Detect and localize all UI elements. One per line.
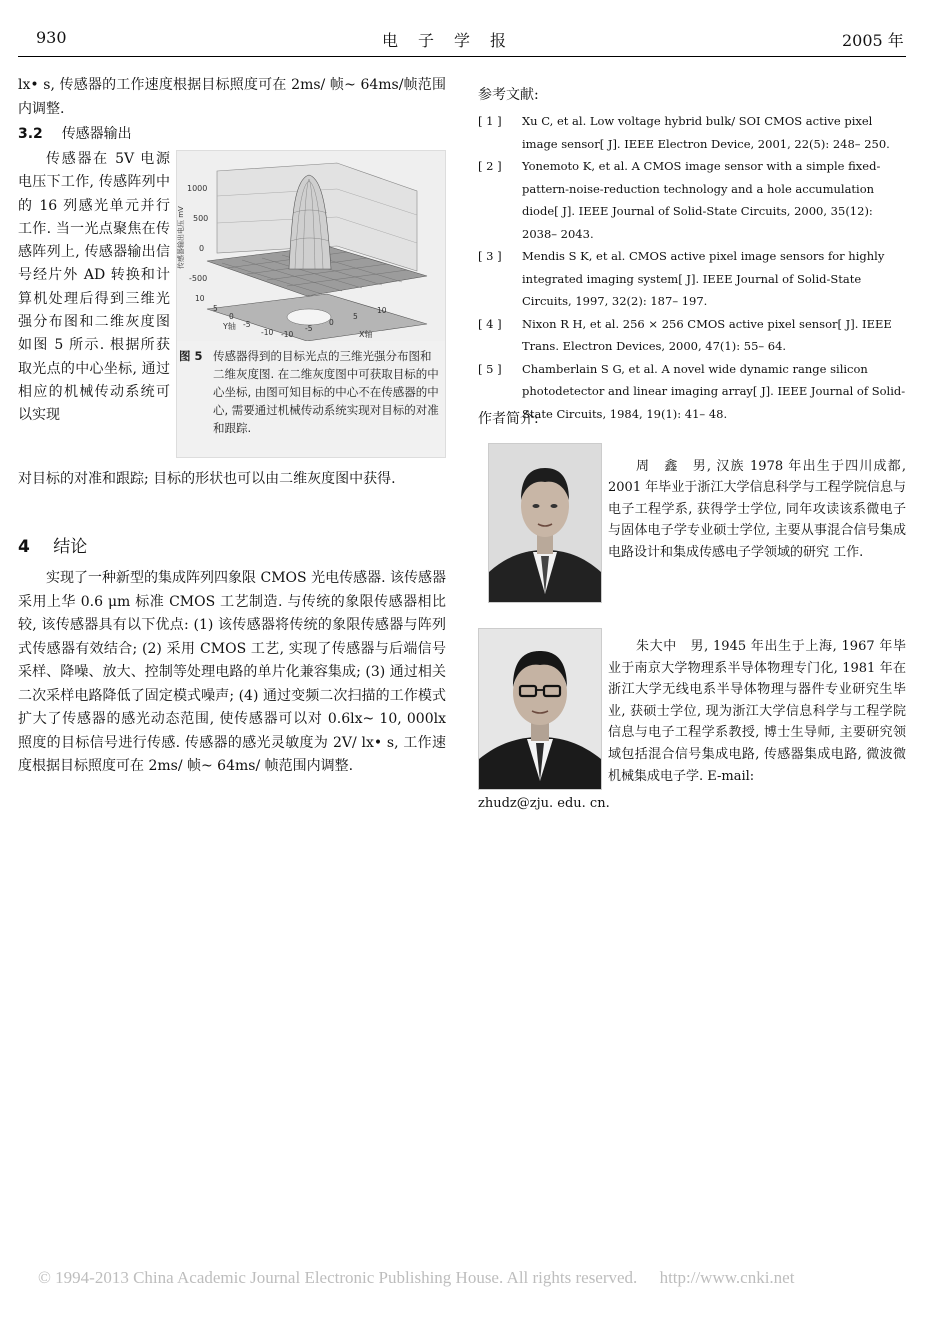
author-1-photo: [488, 443, 602, 603]
x-tick: 10: [377, 306, 387, 315]
section-3-2-heading: [18, 123, 132, 147]
paragraph-conclusion: 实现了一种新型的集成阵列四象限 CMOS 光电传感器. 该传感器采用上华 0.6 μm 标准 CMOS 工艺制造. 与传统的象限传感器相比较, 该传感器具有以下优点: (1) 该传感器将传统的象限传感器与阵列式传感器有效结合; (2) 采用 CMOS 工艺, 实现了传感器与后端信号采样、降噪、放大、控制等处理电路的单片化兼容集成; (3) 通过相关二次采样电路降低了固定模式噪声; (4) 通过变频二次扫描的工作模式扩大了传感器的感光动态范围, 使传感器可以对 0.6lx~ 10, 000lx 照度的目标信号进行传感. 传感器的感光灵敏度为 2V/ lx• s, 工作速度根据目标照度可在 2ms/ 帧~ 64ms/ 帧范围内调整.: [18, 570, 446, 774]
author-2-email: zhudz@zju. edu. cn.: [478, 796, 610, 811]
reference-item: [478, 358, 906, 426]
copyright-text: © 1994-2013 China Academic Journal Electronic Publishing House. All rights reserved.: [38, 1268, 638, 1287]
reference-item: [478, 245, 906, 313]
page-number: 930: [36, 28, 67, 47]
paragraph-wrap: 传感器在 5V 电源电压下工作, 传感阵列中的 16 列感光单元并行工作. 当一光点聚焦在传感阵列上, 传感器输出信号经片外 AD 转换和计算机处理后得到三维光强分布图和二维灰度图如图 5 所示. 根据所获取光点的中心坐标, 通过相应的机械传动系统可以实现: [18, 151, 170, 424]
reference-number: [ 2 ]: [478, 159, 502, 173]
reference-text: Nixon R H, et al. 256 × 256 CMOS active pixel sensor[ J]. IEEE Trans. Electron Devices, 2000, 47(1): 55– 64.: [522, 316, 892, 353]
x-tick: 0: [329, 318, 334, 327]
author-1-bio: 周 鑫 男, 汉族 1978 年出生于四川成都, 2001 年毕业于浙江大学信息科学与工程学院信息与电子工程学系, 获得学士学位, 同年攻读该系微电子与固体电子学专业硕士学位, 主要从事混合信号集成电路设计和集成传感电子学领域的研究 工作.: [608, 459, 906, 560]
section-title: 结论: [53, 537, 88, 557]
y-tick: 5: [213, 304, 218, 313]
paragraph-top: lx• s, 传感器的工作速度根据目标照度可在 2ms/ 帧~ 64ms/帧范围内调整.: [18, 77, 446, 117]
reference-number: [ 3 ]: [478, 249, 502, 263]
section-title: 传感器输出: [61, 126, 132, 142]
copyright-footer: [38, 1268, 794, 1288]
paragraph-wrap-cont: 对目标的对准和跟踪; 目标的形状也可以由二维灰度图中获得.: [18, 471, 396, 487]
z-tick: 1000: [187, 184, 208, 193]
figure-5-caption-label: 图 5: [179, 349, 203, 363]
z-tick: 0: [199, 244, 205, 253]
x-tick: -10: [281, 330, 294, 339]
y-tick: -10: [261, 328, 274, 337]
author-2-bio: 朱大中 男, 1945 年出生于上海, 1967 年毕业于南京大学物理系半导体物理专门化, 1981 年在浙江大学无线电系半导体物理与器件专业研究生毕业, 获硕士学位, 现为浙江大学信息科学与工程学院信息与电子工程学系教授, 博士生导师, 主要研究领域包括混合信号集成电路, 传感器集成电路, 微波微机械集成电子学. E-mail:: [608, 639, 906, 784]
reference-text: Mendis S K, et al. CMOS active pixel image sensors for highly integrated imaging system[ J]. IEEE Journal of Solid-State Circuits, 1997, 32(2): 187– 197.: [522, 249, 885, 308]
reference-text: Yonemoto K, et al. A CMOS image sensor with a simple fixed-pattern-noise-reduction technology and a hole accumulation diode[ J]. IEEE Journal of Solid-State Circuits, 2000, 35(12): 2038– 2043.: [522, 159, 881, 241]
references-list: [478, 110, 906, 425]
section-number: 4: [18, 537, 30, 557]
journal-name: 电 子 学 报: [382, 31, 509, 50]
figure-5-plot: [177, 151, 445, 341]
reference-text: Xu C, et al. Low voltage hybrid bulk/ SOI CMOS active pixel image sensor[ J]. IEEE Electron Device, 2001, 22(5): 248– 250.: [522, 114, 890, 151]
references-title: 参考文献:: [478, 87, 539, 103]
z-axis-label: 传感器输出电压 mV: [177, 206, 185, 269]
section-4-heading: [18, 532, 87, 557]
author-2-photo: [478, 628, 602, 790]
y-tick: 0: [229, 312, 234, 321]
reference-number: [ 1 ]: [478, 114, 502, 128]
footer-url[interactable]: http://www.cnki.net: [659, 1268, 795, 1287]
reference-number: [ 4 ]: [478, 316, 502, 331]
reference-item: [478, 110, 906, 155]
header-rule: [18, 56, 906, 57]
y-tick: 10: [195, 294, 205, 303]
y-axis-label: Y轴: [223, 322, 236, 331]
z-tick: -500: [189, 274, 208, 283]
figure-5: [176, 150, 446, 458]
z-tick: 500: [193, 214, 209, 223]
x-axis-label: X轴: [359, 330, 373, 339]
x-tick: 5: [353, 312, 358, 321]
authors-title: 作者简介:: [478, 411, 539, 427]
reference-item: [478, 313, 906, 358]
reference-text: Chamberlain S G, et al. A novel wide dynamic range silicon photodetector and linear imaging array[ J]. IEEE Journal of Solid-State Circuits, 1984, 19(1): 41– 48.: [522, 361, 906, 421]
reference-item: [478, 155, 906, 245]
y-tick: -5: [243, 320, 251, 329]
figure-5-caption: 传感器得到的目标光点的三维光强分布图和二维灰度图. 在二维灰度图中可获取目标的中心坐标, 由图可知目标的中心不在传感器的中心, 需要通过机械传动系统实现对目标的对准和跟踪.: [213, 349, 439, 435]
section-number: 3.2: [18, 126, 43, 142]
x-tick: -5: [305, 324, 313, 333]
reference-number: [ 5 ]: [478, 361, 502, 376]
year: 2005 年: [842, 31, 904, 50]
